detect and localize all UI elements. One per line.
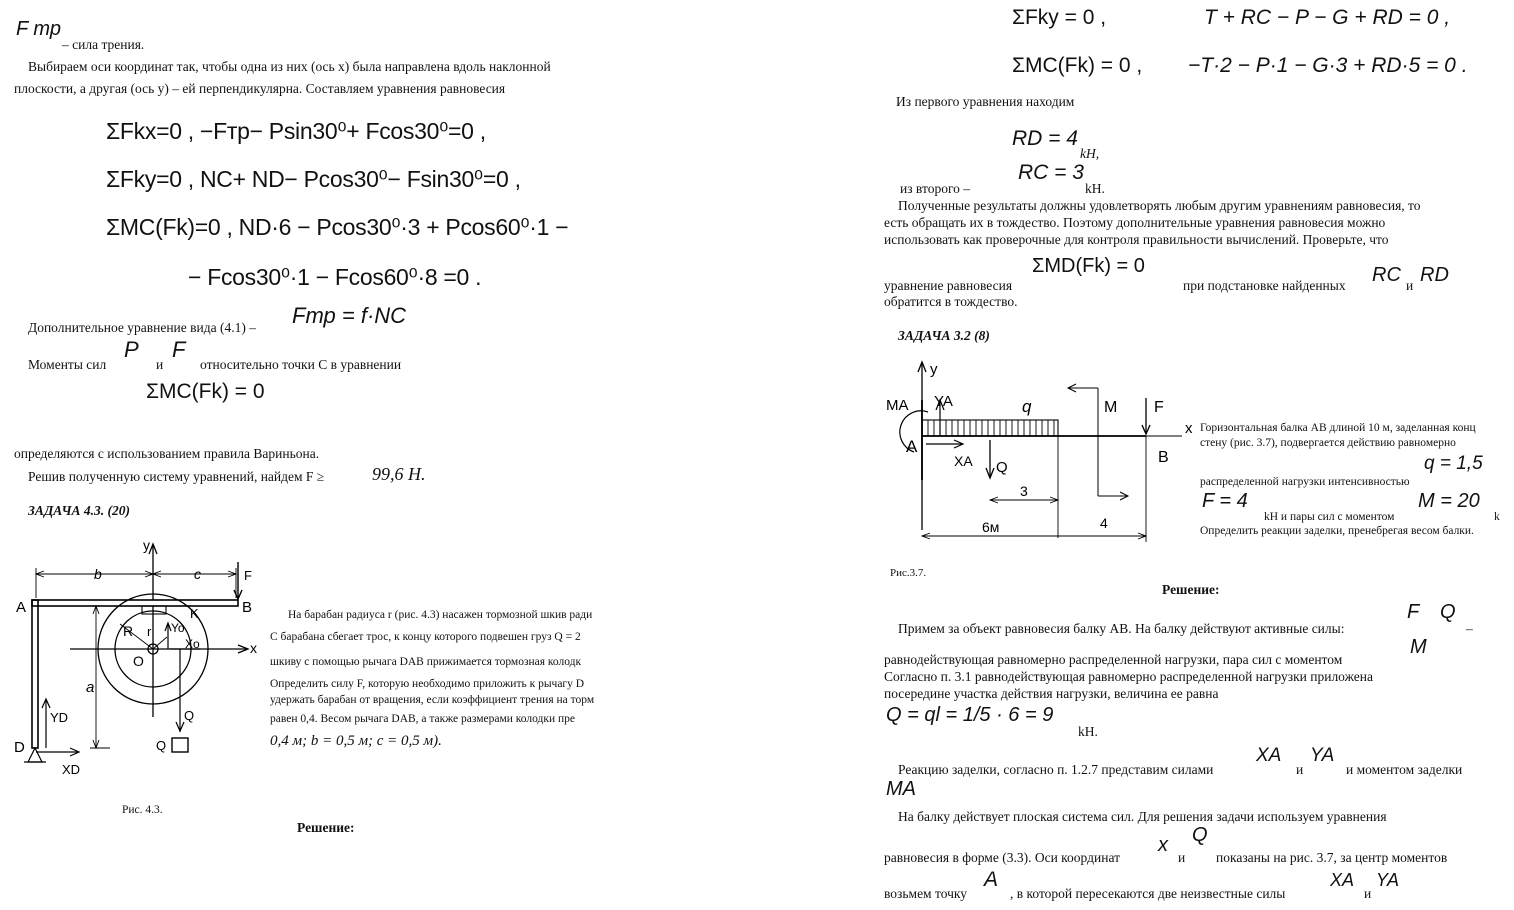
equation-sum-mc: ΣMC(Fk)=0 , ND·6 − Pcos30⁰·3 + Pcos60⁰·1 − <box>106 214 569 240</box>
M-value: M = 20 <box>1418 490 1480 512</box>
fig37-label-6: 6м <box>982 519 1000 535</box>
right-s4: посередине участка действия нагрузки, величина ее равна <box>884 686 1219 701</box>
fig43-label-a: a <box>86 679 95 696</box>
fig37-label-x: x <box>1185 420 1193 437</box>
task-3-2-text: стену (рис. 3.7), подвергается действию равномерно <box>1200 437 1456 449</box>
s5-XA: XA <box>1256 745 1282 766</box>
fig43-label-Yo: Yo <box>171 621 185 635</box>
s5-and: и <box>1296 762 1304 777</box>
right-para-line: Полученные результаты должны удовлетворять любым другим уравнениям равновесия, то <box>898 198 1421 213</box>
answer-value: 99,6 H. <box>372 464 426 484</box>
task-3-2-text: kH и пары сил с моментом <box>1264 511 1395 523</box>
fig43-label-O: O <box>133 653 144 669</box>
right-para-line: есть обращать их в тождество. Поэтому дополнительные уравнения равновесия можно <box>884 215 1386 230</box>
s1-F: F <box>1407 601 1420 623</box>
right-page <box>878 0 1514 910</box>
s7-end: показаны на рис. 3.7, за центр моментов <box>1216 850 1448 865</box>
solution-heading-right: Решение: <box>1162 582 1220 597</box>
equation-sum-mc-right-expr: −T·2 − P·1 − G·3 + RD·5 = 0 . <box>1188 54 1468 77</box>
fig43-label-r: r <box>147 624 152 639</box>
task-text-line: Определить силу F, которую необходимо приложить к рычагу D <box>270 678 585 690</box>
figure-3-7-caption: Рис.3.7. <box>890 567 927 579</box>
fig43-label-R: R <box>123 623 134 639</box>
md-equation: ΣMD(Fk) = 0 <box>1032 255 1145 277</box>
page-gap <box>636 0 878 910</box>
rc-unit: kH. <box>1085 181 1105 196</box>
left-line-8: Решив полученную систему уравнений, найдем F ≥ <box>28 469 325 484</box>
fig43-label-B: B <box>242 599 253 616</box>
equation-sum-mc-cont: − Fcos30⁰·1 − Fcos60⁰·8 =0 . <box>188 264 482 290</box>
rd-symbol: RD <box>1420 264 1449 286</box>
figure-3-7 <box>882 360 1198 548</box>
s8-mid: , в которой пересекаются две неизвестные силы <box>1010 886 1286 901</box>
right-line-2: из второго – <box>900 181 971 196</box>
moment-equation: ΣMC(Fk) = 0 <box>146 380 265 403</box>
left-line-3: плоскости, а другая (ось y) – ей перпендикулярна. Составляем уравнения равновесия <box>14 81 506 96</box>
equation-sum-fky-right: ΣFky = 0 , <box>1012 6 1107 29</box>
fig43-label-Q: Q <box>184 708 195 723</box>
s5-end: и моментом заделки <box>1346 762 1463 777</box>
equation-sum-fky-right-expr: T + RC − P − G + RD = 0 , <box>1204 6 1451 29</box>
left-line-5: Моменты сил <box>28 357 107 372</box>
fig43-label-F: F <box>244 568 252 583</box>
force-P-symbol: P <box>124 337 139 362</box>
rc-symbol: RC <box>1372 264 1401 286</box>
fig43-label-Xo: Xo <box>185 637 200 651</box>
task-text-line: На барабан радиуса r (рис. 4.3) насажен тормозной шкив ради <box>288 609 593 621</box>
fig43-label-x: x <box>250 640 257 656</box>
q-calculation: Q = ql = 1/5 · 6 = 9 <box>886 704 1054 726</box>
fig43-label-c: c <box>194 566 201 582</box>
force-F-symbol: F <box>172 337 186 362</box>
rd-unit: kH, <box>1080 146 1100 161</box>
fig43-label-D: D <box>14 739 25 756</box>
s5-YA: YA <box>1310 745 1335 766</box>
right-para-line: использовать как проверочные для контроля правильности вычислений. Проверьте, что <box>884 232 1389 247</box>
rc-value: RC = 3 <box>1018 161 1084 184</box>
s7-x: x <box>1158 834 1168 856</box>
right-s8: возьмем точку <box>884 886 968 901</box>
right-para-c: обратится в тождество. <box>884 294 1018 309</box>
F-value: F = 4 <box>1202 490 1248 512</box>
fig37-label-MA: MA <box>886 397 909 414</box>
fig37-label-M: M <box>1104 399 1118 416</box>
fig37-label-y: y <box>930 361 938 378</box>
figure-4-3 <box>10 532 265 782</box>
task-text-line: 0,4 м; b = 0,5 м; c = 0,5 м). <box>270 733 442 749</box>
left-line-5-end: относительно точки C в уравнении <box>200 357 402 372</box>
right-line-1: Из первого уравнения находим <box>896 94 1075 109</box>
right-s5: Реакцию заделки, согласно п. 1.2.7 представим силами <box>898 762 1214 777</box>
task-3-2-title: ЗАДАЧА 3.2 (8) <box>898 328 990 343</box>
fig37-label-B: B <box>1158 449 1169 466</box>
fig43-label-Qbox: Q <box>156 738 167 753</box>
fig43-label-K: K <box>190 606 199 621</box>
rd-value: RD = 4 <box>1012 127 1078 150</box>
fig37-label-F: F <box>1154 399 1164 416</box>
task-text-line: равен 0,4. Весом рычага DAB, а также размерами колодки пре <box>270 713 576 725</box>
friction-symbol: F тр <box>16 18 61 40</box>
fig43-label-XD: XD <box>62 762 81 777</box>
task-text-line: шкиву с помощью рычага DAB прижимается тормозная колодк <box>270 656 582 668</box>
fig43-label-A: A <box>16 599 27 616</box>
s2-M: M <box>1410 636 1427 658</box>
fig37-label-4: 4 <box>1100 515 1108 531</box>
left-line-7: определяются с использованием правила Вариньона. <box>14 446 320 461</box>
q-value: q = 1,5 <box>1424 453 1483 474</box>
task-text-line: удержать барабан от вращения, если коэффициент трения на торм <box>270 694 595 706</box>
s8-XA: XA <box>1330 870 1355 890</box>
right-s6: На балку действует плоская система сил. Для решения задачи используем уравнения <box>898 809 1387 824</box>
equation-sum-fky: ΣFky=0 , NC+ ND− Pcos30⁰− Fsin30⁰=0 , <box>106 166 521 192</box>
right-s7: равновесия в форме (3.3). Оси координат <box>884 850 1120 865</box>
fig43-label-b: b <box>94 566 102 582</box>
right-para-b: при подстановке найденных <box>1183 278 1346 293</box>
figure-4-3-caption: Рис. 4.3. <box>122 804 163 816</box>
fig43-label-YD: YD <box>50 710 69 725</box>
s5-MA: MA <box>886 778 916 800</box>
s1-Q: Q <box>1440 601 1456 623</box>
s8-YA: YA <box>1376 870 1400 890</box>
left-line-5-and: и <box>156 357 164 372</box>
task-3-2-text: распределенной нагрузки интенсивностью <box>1200 476 1410 488</box>
fig37-label-q: q <box>1022 397 1032 416</box>
task-3-2-text: Определить реакции заделки, пренебрегая весом балки. <box>1200 525 1474 537</box>
s7-Q: Q <box>1192 824 1208 846</box>
friction-equation: Fтр = f·NC <box>292 303 407 328</box>
q-unit: kH. <box>1078 724 1098 739</box>
fig37-label-3: 3 <box>1020 483 1028 499</box>
M-unit: k <box>1494 511 1500 523</box>
right-para-a: уравнение равновесия <box>884 278 1013 293</box>
fig43-label-y: y <box>143 537 150 553</box>
task-4-3-title: ЗАДАЧА 4.3. (20) <box>28 503 131 518</box>
right-s3: Согласно п. 3.1 равнодействующая равномерно распределенной нагрузки приложена <box>884 669 1373 684</box>
solution-heading: Решение: <box>297 820 355 835</box>
s8-A: A <box>984 868 999 891</box>
fig37-label-XA: XA <box>954 453 973 469</box>
right-para-and: и <box>1406 278 1414 293</box>
left-line-1: – сила трения. <box>62 37 145 52</box>
right-s2: равнодействующая равномерно распределенной нагрузки, пара сил с моментом <box>884 652 1343 667</box>
s8-and: и <box>1364 886 1372 901</box>
fig37-label-Q: Q <box>996 459 1008 476</box>
left-page <box>0 0 636 850</box>
fig37-label-A: A <box>906 437 918 456</box>
equation-sum-mc-right: ΣMC(Fk) = 0 , <box>1012 54 1143 77</box>
task-3-2-text: Горизонтальная балка AB длиной 10 м, заделанная конц <box>1200 422 1476 434</box>
fig37-label-YA: YA <box>934 393 953 410</box>
left-line-4: Дополнительное уравнение вида (4.1) – <box>28 320 256 335</box>
s7-and: и <box>1178 850 1186 865</box>
equation-sum-fkx: ΣFkx=0 , −Fтр− Psin30⁰+ Fcos30⁰=0 , <box>106 118 486 144</box>
s1-dash: – <box>1466 621 1473 636</box>
left-line-2: Выбираем оси координат так, чтобы одна из них (ось x) была направлена вдоль наклонной <box>28 59 551 74</box>
right-s1: Примем за объект равновесия балку AB. На балку действуют активные силы: <box>898 621 1345 636</box>
task-text-line: С барабана сбегает трос, к концу которого подвешен груз Q = 2 <box>270 631 581 643</box>
